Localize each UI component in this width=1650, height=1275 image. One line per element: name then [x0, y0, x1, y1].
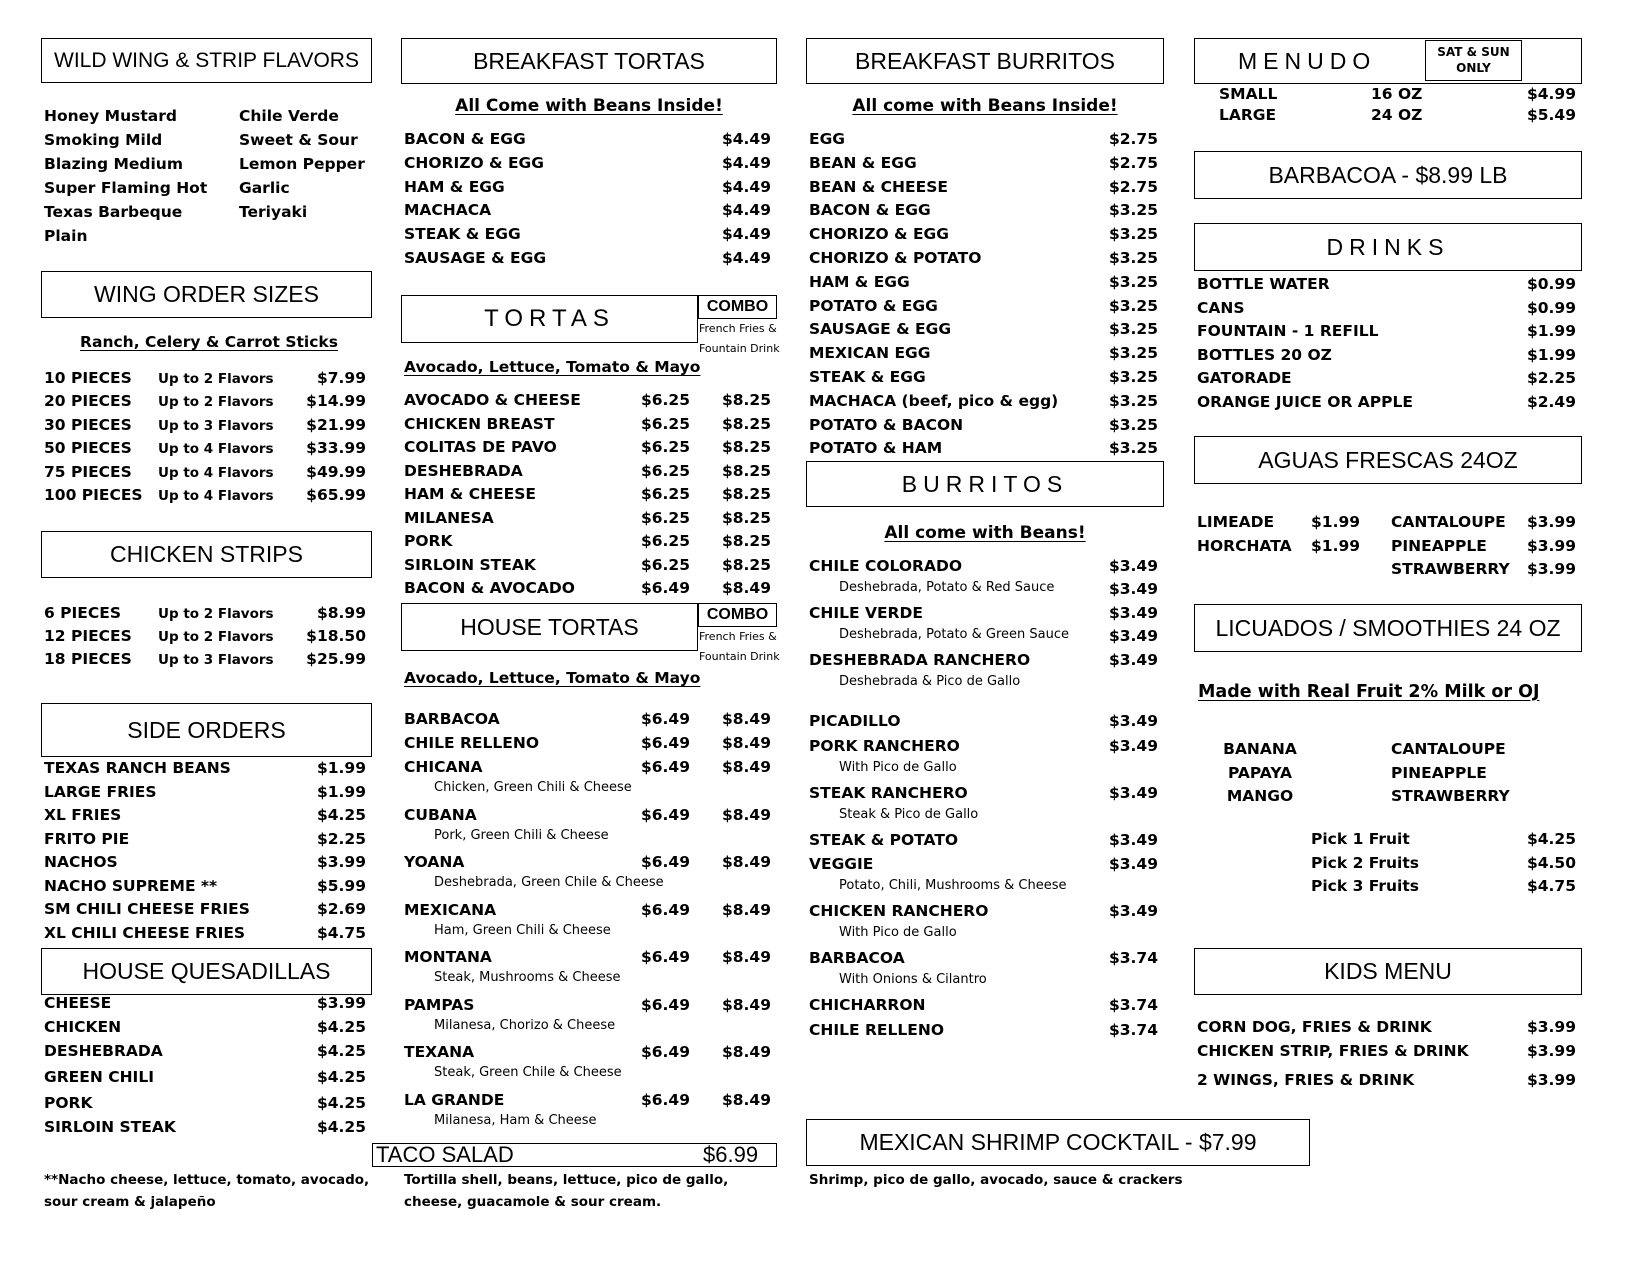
breakfast-burrito-price: $2.75 — [1108, 130, 1158, 148]
nacho-note-line2: sour cream & jalapeño — [44, 1194, 216, 1210]
tortas-combo-label: COMBO — [698, 295, 777, 319]
smoothie-pick: Pick 1 Fruit — [1311, 830, 1410, 848]
wing-size-name: 20 PIECES — [44, 392, 132, 411]
house-torta-combo-price: $8.49 — [721, 995, 771, 1014]
burrito-name: STEAK RANCHERO — [809, 783, 968, 802]
breakfast-burrito-price: $3.25 — [1108, 344, 1158, 363]
burrito-price: $3.74 — [1108, 949, 1158, 967]
breakfast-burrito-price: $3.25 — [1108, 225, 1158, 244]
burrito-name: BARBACOA — [809, 949, 905, 967]
agua-name: CANTALOUPE — [1391, 513, 1506, 531]
house-torta-name: BARBACOA — [404, 710, 500, 728]
house-torta-name: TEXANA — [404, 1043, 475, 1062]
breakfast-burrito-name: SAUSAGE & EGG — [809, 320, 952, 339]
flavor-item: Garlic — [239, 179, 290, 197]
nacho-note-line1: **Nacho cheese, lettuce, tomato, avocado, — [44, 1172, 370, 1188]
side-order-price: $5.99 — [316, 876, 366, 895]
house-torta-combo-price: $8.49 — [721, 758, 771, 777]
flavor-item: Lemon Pepper — [239, 155, 365, 173]
breakfast-burrito-name: BEAN & CHEESE — [809, 177, 948, 196]
house-torta-price: $6.49 — [640, 1090, 690, 1109]
licuados-heading: LICUADOS / SMOOTHIES 24 OZ — [1194, 604, 1582, 652]
menudo-oz: 16 OZ — [1371, 85, 1423, 103]
side-order-name: NACHO SUPREME ** — [44, 876, 218, 895]
burrito-desc: With Onions & Cilantro — [839, 972, 987, 987]
torta-combo-price: $8.25 — [721, 555, 771, 574]
burrito-price: $3.49 — [1108, 557, 1158, 575]
taco-salad-box — [372, 1143, 777, 1167]
agua-name: HORCHATA — [1197, 536, 1292, 555]
house-torta-combo-price: $8.49 — [721, 710, 771, 728]
breakfast-burrito-price: $3.25 — [1108, 391, 1158, 410]
drink-price: $1.99 — [1526, 322, 1576, 340]
drink-price: $2.25 — [1526, 369, 1576, 387]
smoothie-fruit: PAPAYA — [1227, 763, 1293, 782]
wing-flavor-limit: Up to 2 Flavors — [158, 394, 274, 411]
burrito-name: VEGGIE — [809, 855, 874, 873]
drink-price: $0.99 — [1526, 298, 1576, 317]
wing-sides-note: Ranch, Celery & Carrot Sticks — [80, 333, 338, 351]
torta-name: COLITAS DE PAVO — [404, 438, 557, 456]
burrito-name: CHILE VERDE — [809, 604, 923, 622]
breakfast-burrito-name: HAM & EGG — [809, 272, 910, 291]
burrito-price: $3.49 — [1108, 712, 1158, 730]
house-torta-price: $6.49 — [640, 900, 690, 919]
quesadilla-name: PORK — [44, 1094, 93, 1112]
torta-price: $6.25 — [640, 555, 690, 574]
house-quesadillas-heading: HOUSE QUESADILLAS — [41, 948, 372, 995]
side-order-name: XL CHILI CHEESE FRIES — [44, 923, 246, 942]
house-torta-combo-price: $8.49 — [721, 853, 771, 872]
burrito-price: $3.49 — [1108, 736, 1158, 755]
strip-flavor-limit: Up to 2 Flavors — [158, 629, 274, 645]
taco-salad-desc-2: cheese, guacamole & sour cream. — [404, 1194, 662, 1210]
tortas-combo-desc-2: Fountain Drink — [699, 342, 780, 355]
house-torta-name: CHILE RELLENO — [404, 734, 539, 753]
wing-flavor-limit: Up to 3 Flavors — [158, 417, 274, 434]
house-torta-desc: Steak, Mushrooms & Cheese — [434, 970, 621, 986]
strip-flavor-limit: Up to 3 Flavors — [158, 652, 274, 668]
quesadilla-name: SIRLOIN STEAK — [44, 1118, 176, 1136]
drink-name: CANS — [1197, 298, 1245, 317]
house-torta-combo-price: $8.49 — [721, 805, 771, 824]
wing-size-price: $14.99 — [306, 392, 366, 411]
burrito-desc: Deshebrada, Potato & Red Sauce — [839, 580, 1055, 595]
house-torta-desc: Steak, Green Chile & Cheese — [434, 1065, 622, 1081]
flavor-item: Honey Mustard — [44, 107, 177, 125]
torta-combo-price: $8.25 — [721, 414, 771, 433]
side-order-name: SM CHILI CHEESE FRIES — [44, 900, 250, 918]
menudo-header — [1194, 38, 1582, 84]
menudo-oz: 24 OZ — [1371, 106, 1423, 124]
flavor-item: Blazing Medium — [44, 155, 183, 173]
wing-size-price: $21.99 — [306, 415, 366, 434]
strip-size-price: $25.99 — [306, 650, 366, 668]
drink-price: $1.99 — [1526, 345, 1576, 364]
torta-price: $6.25 — [640, 391, 690, 409]
burrito-name: PICADILLO — [809, 712, 901, 730]
quesadilla-price: $4.25 — [316, 1018, 366, 1036]
smoothie-pick-price: $4.50 — [1526, 853, 1576, 872]
burrito-desc: Deshebrada, Potato & Green Sauce — [839, 627, 1070, 642]
burrito-name: CHILE RELLENO — [809, 1020, 944, 1039]
house-torta-price: $6.49 — [640, 995, 690, 1014]
wing-size-price: $33.99 — [306, 439, 366, 458]
burrito-name: PORK RANCHERO — [809, 736, 960, 755]
badge-line-2: ONLY — [1456, 61, 1491, 75]
torta-name: AVOCADO & CHEESE — [404, 391, 581, 409]
quesadilla-name: GREEN CHILI — [44, 1068, 154, 1086]
side-order-price: $2.69 — [316, 900, 366, 918]
agua-price: $1.99 — [1311, 513, 1361, 531]
licuados-note: Made with Real Fruit 2% Milk or OJ — [1198, 682, 1540, 702]
taco-salad-desc-1: Tortilla shell, beans, lettuce, pico de gallo, — [404, 1172, 729, 1188]
quesadilla-price: $3.99 — [316, 994, 366, 1012]
flavors-heading: WILD WING & STRIP FLAVORS — [41, 38, 372, 83]
side-order-price: $4.25 — [316, 806, 366, 824]
house-torta-price: $6.49 — [640, 948, 690, 967]
strip-size-price: $18.50 — [306, 627, 366, 645]
burrito-desc-price: $3.49 — [1108, 627, 1158, 645]
agua-name: LIMEADE — [1197, 513, 1275, 531]
house-torta-combo-price: $8.49 — [721, 1043, 771, 1062]
house-torta-name: MEXICANA — [404, 900, 497, 919]
house-torta-desc: Ham, Green Chili & Cheese — [434, 922, 611, 938]
wing-size-name: 30 PIECES — [44, 415, 132, 434]
wing-size-name: 10 PIECES — [44, 369, 132, 387]
side-orders-heading: SIDE ORDERS — [41, 703, 372, 757]
strip-size-name: 12 PIECES — [44, 627, 132, 645]
kids-menu-heading: KIDS MENU — [1194, 948, 1582, 995]
smoothie-pick-price: $4.75 — [1526, 877, 1576, 895]
house-torta-price: $6.49 — [640, 805, 690, 824]
shrimp-cocktail-heading: MEXICAN SHRIMP COCKTAIL - $7.99 — [806, 1119, 1310, 1166]
wing-flavor-limit: Up to 4 Flavors — [158, 441, 274, 458]
burrito-price: $3.49 — [1108, 855, 1158, 873]
wing-flavor-limit: Up to 4 Flavors — [158, 464, 274, 481]
burrito-price: $3.74 — [1108, 996, 1158, 1014]
sat-sun-badge — [1425, 40, 1522, 81]
breakfast-burrito-price: $2.75 — [1108, 177, 1158, 196]
house-torta-name: PAMPAS — [404, 995, 475, 1014]
chicken-strips-heading: CHICKEN STRIPS — [41, 531, 372, 578]
burrito-price: $3.49 — [1108, 783, 1158, 802]
drink-name: FOUNTAIN - 1 REFILL — [1197, 322, 1379, 340]
side-order-name: NACHOS — [44, 853, 118, 871]
wing-size-price: $65.99 — [306, 486, 366, 504]
menudo-heading: MENUDO — [1238, 48, 1377, 74]
breakfast-torta-price: $4.49 — [721, 201, 771, 220]
house-torta-name: MONTANA — [404, 948, 492, 967]
torta-name: HAM & CHEESE — [404, 485, 536, 503]
wing-size-price: $49.99 — [306, 462, 366, 481]
side-order-price: $1.99 — [316, 759, 366, 777]
breakfast-torta-name: SAUSAGE & EGG — [404, 249, 547, 267]
burrito-name: CHILE COLORADO — [809, 557, 963, 575]
burrito-desc-price: $3.49 — [1108, 580, 1158, 598]
drink-name: ORANGE JUICE OR APPLE — [1197, 392, 1413, 411]
breakfast-burrito-price: $3.25 — [1108, 439, 1158, 458]
side-order-price: $4.75 — [316, 923, 366, 942]
breakfast-burrito-name: POTATO & HAM — [809, 439, 943, 458]
breakfast-torta-price: $4.49 — [721, 153, 771, 172]
breakfast-burritos-heading: BREAKFAST BURRITOS — [806, 38, 1164, 84]
aguas-frescas-heading: AGUAS FRESCAS 24OZ — [1194, 436, 1582, 484]
house-tortas-combo-desc-1: French Fries & — [699, 630, 777, 643]
house-torta-desc: Deshebrada, Green Chile & Cheese — [434, 875, 664, 891]
quesadilla-price: $4.25 — [316, 1042, 366, 1060]
breakfast-burrito-name: CHORIZO & POTATO — [809, 249, 982, 267]
torta-combo-price: $8.25 — [721, 485, 771, 503]
torta-name: DESHEBRADA — [404, 461, 523, 480]
agua-price: $3.99 — [1526, 560, 1576, 578]
breakfast-burrito-name: MACHACA (beef, pico & egg) — [809, 391, 1059, 410]
side-order-price: $1.99 — [316, 782, 366, 801]
agua-name: STRAWBERRY — [1391, 560, 1510, 578]
house-torta-name: YOANA — [404, 853, 465, 872]
breakfast-torta-name: HAM & EGG — [404, 177, 505, 196]
burrito-name: CHICKEN RANCHERO — [809, 902, 989, 920]
burritos-heading: BURRITOS — [806, 461, 1164, 507]
house-torta-combo-price: $8.49 — [721, 900, 771, 919]
menudo-size: SMALL — [1219, 85, 1278, 103]
flavor-item: Sweet & Sour — [239, 131, 358, 149]
torta-combo-price: $8.25 — [721, 532, 771, 550]
torta-name: SIRLOIN STEAK — [404, 555, 536, 574]
house-torta-name: CHICANA — [404, 758, 483, 777]
strip-size-price: $8.99 — [316, 604, 366, 622]
smoothie-fruit: PINEAPPLE — [1391, 763, 1487, 782]
wing-size-name: 75 PIECES — [44, 462, 132, 481]
wing-size-name: 100 PIECES — [44, 486, 143, 504]
torta-name: MILANESA — [404, 508, 494, 527]
breakfast-torta-price: $4.49 — [721, 130, 771, 148]
drink-price: $2.49 — [1526, 392, 1576, 411]
wing-flavor-limit: Up to 2 Flavors — [158, 371, 274, 387]
breakfast-burrito-name: STEAK & EGG — [809, 368, 926, 386]
agua-name: PINEAPPLE — [1391, 536, 1487, 555]
wing-flavor-limit: Up to 4 Flavors — [158, 488, 274, 504]
tortas-toppings-note: Avocado, Lettuce, Tomato & Mayo — [404, 358, 701, 376]
smoothie-fruit: MANGO — [1226, 787, 1294, 805]
breakfast-burrito-price: $3.25 — [1108, 368, 1158, 386]
torta-combo-price: $8.25 — [721, 508, 771, 527]
breakfast-burrito-price: $3.25 — [1108, 415, 1158, 434]
breakfast-torta-price: $4.49 — [721, 249, 771, 267]
breakfast-torta-name: BACON & EGG — [404, 130, 526, 148]
wing-size-price: $7.99 — [316, 369, 366, 387]
torta-name: BACON & AVOCADO — [404, 579, 575, 597]
agua-price: $3.99 — [1526, 513, 1576, 531]
kids-meal-price: $3.99 — [1526, 1071, 1576, 1089]
breakfast-burrito-price: $2.75 — [1108, 153, 1158, 172]
taco-salad-title: TACO SALAD — [376, 1142, 514, 1167]
kids-meal-name: CHICKEN STRIP, FRIES & DRINK — [1197, 1042, 1469, 1060]
breakfast-burrito-price: $3.25 — [1108, 272, 1158, 291]
house-tortas-combo-label: COMBO — [698, 603, 777, 627]
house-torta-combo-price: $8.49 — [721, 948, 771, 967]
kids-meal-price: $3.99 — [1526, 1018, 1576, 1036]
breakfast-burrito-name: BACON & EGG — [809, 201, 931, 220]
house-torta-combo-price: $8.49 — [721, 1090, 771, 1109]
torta-name: PORK — [404, 532, 453, 550]
kids-meal-price: $3.99 — [1526, 1042, 1576, 1060]
drink-name: BOTTLES 20 OZ — [1197, 345, 1332, 364]
burrito-price: $3.49 — [1108, 651, 1158, 669]
smoothie-pick: Pick 2 Fruits — [1311, 853, 1419, 872]
house-tortas-heading: HOUSE TORTAS — [401, 603, 698, 651]
torta-combo-price: $8.25 — [721, 438, 771, 456]
torta-name: CHICKEN BREAST — [404, 414, 555, 433]
torta-price: $6.25 — [640, 414, 690, 433]
burrito-desc: With Pico de Gallo — [839, 759, 957, 775]
breakfast-torta-name: MACHACA — [404, 201, 492, 220]
torta-price: $6.25 — [640, 508, 690, 527]
breakfast-burrito-name: CHORIZO & EGG — [809, 225, 949, 244]
burritos-note: All come with Beans! — [884, 523, 1086, 543]
torta-price: $6.25 — [640, 438, 690, 456]
burrito-desc: Steak & Pico de Gallo — [839, 806, 979, 822]
house-tortas-toppings-note: Avocado, Lettuce, Tomato & Mayo — [404, 669, 701, 687]
breakfast-burrito-price: $3.25 — [1108, 249, 1158, 267]
quesadilla-name: CHEESE — [44, 994, 112, 1012]
shrimp-cocktail-desc: Shrimp, pico de gallo, avocado, sauce & crackers — [809, 1172, 1183, 1188]
quesadilla-price: $4.25 — [316, 1118, 366, 1136]
drink-price: $0.99 — [1526, 275, 1576, 293]
burrito-name: DESHEBRADA RANCHERO — [809, 651, 1031, 669]
taco-salad-price: $6.99 — [703, 1142, 759, 1167]
side-order-name: TEXAS RANCH BEANS — [44, 759, 231, 777]
menudo-size: LARGE — [1219, 106, 1277, 124]
breakfast-tortas-heading: BREAKFAST TORTAS — [401, 38, 777, 84]
breakfast-burrito-name: BEAN & EGG — [809, 153, 917, 172]
house-torta-price: $6.49 — [640, 853, 690, 872]
smoothie-fruit: BANANA — [1223, 740, 1297, 758]
tortas-heading: TORTAS — [401, 295, 698, 343]
flavor-item: Super Flaming Hot — [44, 179, 208, 197]
flavor-item: Texas Barbeque — [44, 203, 183, 221]
house-tortas-combo-desc-2: Fountain Drink — [699, 650, 780, 663]
flavor-item: Smoking Mild — [44, 131, 163, 149]
flavor-item: Teriyaki — [239, 203, 308, 221]
smoothie-pick: Pick 3 Fruits — [1311, 877, 1419, 895]
burrito-price: $3.49 — [1108, 902, 1158, 920]
kids-meal-name: 2 WINGS, FRIES & DRINK — [1197, 1071, 1415, 1089]
breakfast-burrito-name: EGG — [809, 130, 846, 148]
quesadilla-price: $4.25 — [316, 1094, 366, 1112]
quesadilla-name: CHICKEN — [44, 1018, 122, 1036]
burrito-desc: Potato, Chili, Mushrooms & Cheese — [839, 878, 1067, 893]
burrito-name: STEAK & POTATO — [809, 830, 959, 849]
drink-name: GATORADE — [1197, 369, 1292, 387]
burrito-price: $3.74 — [1108, 1020, 1158, 1039]
burrito-desc: Deshebrada & Pico de Gallo — [839, 674, 1021, 689]
kids-meal-name: CORN DOG, FRIES & DRINK — [1197, 1018, 1432, 1036]
breakfast-torta-price: $4.49 — [721, 177, 771, 196]
breakfast-burrito-price: $3.25 — [1108, 201, 1158, 220]
house-torta-price: $6.49 — [640, 710, 690, 728]
torta-combo-price: $8.25 — [721, 461, 771, 480]
house-torta-price: $6.49 — [640, 734, 690, 753]
wing-size-name: 50 PIECES — [44, 439, 132, 458]
breakfast-torta-name: CHORIZO & EGG — [404, 153, 544, 172]
strip-size-name: 18 PIECES — [44, 650, 132, 668]
barbacoa-heading: BARBACOA - $8.99 LB — [1194, 151, 1582, 199]
house-torta-desc: Milanesa, Ham & Cheese — [434, 1112, 597, 1128]
flavor-item: Plain — [44, 227, 88, 245]
house-torta-price: $6.49 — [640, 1043, 690, 1062]
quesadilla-price: $4.25 — [316, 1068, 366, 1086]
side-order-name: FRITO PIE — [44, 829, 130, 848]
breakfast-burrito-name: MEXICAN EGG — [809, 344, 931, 363]
torta-combo-price: $8.49 — [721, 579, 771, 597]
quesadilla-name: DESHEBRADA — [44, 1042, 163, 1060]
house-torta-combo-price: $8.49 — [721, 734, 771, 753]
house-torta-desc: Pork, Green Chili & Cheese — [434, 827, 609, 843]
agua-price: $1.99 — [1311, 536, 1361, 555]
flavor-item: Chile Verde — [239, 107, 339, 125]
tortas-combo-desc-1: French Fries & — [699, 322, 777, 335]
breakfast-burrito-price: $3.25 — [1108, 296, 1158, 315]
burrito-name: CHICHARRON — [809, 996, 926, 1014]
torta-price: $6.25 — [640, 485, 690, 503]
torta-price: $6.25 — [640, 461, 690, 480]
breakfast-burrito-name: POTATO & BACON — [809, 415, 964, 434]
drink-name: BOTTLE WATER — [1197, 275, 1330, 293]
house-torta-desc: Chicken, Green Chili & Cheese — [434, 780, 632, 796]
side-order-price: $3.99 — [316, 853, 366, 871]
breakfast-tortas-note: All Come with Beans Inside! — [455, 96, 723, 116]
badge-line-1: SAT & SUN — [1437, 45, 1510, 59]
breakfast-torta-name: STEAK & EGG — [404, 225, 521, 244]
torta-combo-price: $8.25 — [721, 391, 771, 409]
wing-sizes-heading: WING ORDER SIZES — [41, 271, 372, 318]
house-torta-name: CUBANA — [404, 805, 477, 824]
house-torta-name: LA GRANDE — [404, 1090, 505, 1109]
breakfast-burrito-price: $3.25 — [1108, 320, 1158, 339]
menudo-price: $5.49 — [1526, 106, 1576, 124]
house-torta-desc: Milanesa, Chorizo & Cheese — [434, 1017, 616, 1033]
drinks-heading: DRINKS — [1194, 223, 1582, 271]
smoothie-fruit: CANTALOUPE — [1391, 740, 1506, 758]
burrito-price: $3.49 — [1108, 604, 1158, 622]
side-order-price: $2.25 — [316, 829, 366, 848]
burrito-price: $3.49 — [1108, 830, 1158, 849]
smoothie-pick-price: $4.25 — [1526, 830, 1576, 848]
menudo-price: $4.99 — [1526, 85, 1576, 103]
torta-price: $6.25 — [640, 532, 690, 550]
agua-price: $3.99 — [1526, 536, 1576, 555]
side-order-name: XL FRIES — [44, 806, 122, 824]
torta-price: $6.49 — [640, 579, 690, 597]
strip-size-name: 6 PIECES — [44, 604, 122, 622]
breakfast-burrito-name: POTATO & EGG — [809, 296, 938, 315]
breakfast-burritos-note: All come with Beans Inside! — [852, 96, 1118, 116]
breakfast-torta-price: $4.49 — [721, 225, 771, 244]
house-torta-price: $6.49 — [640, 758, 690, 777]
smoothie-fruit: STRAWBERRY — [1391, 787, 1510, 805]
side-order-name: LARGE FRIES — [44, 782, 157, 801]
strip-flavor-limit: Up to 2 Flavors — [158, 606, 274, 622]
burrito-desc: With Pico de Gallo — [839, 925, 957, 940]
